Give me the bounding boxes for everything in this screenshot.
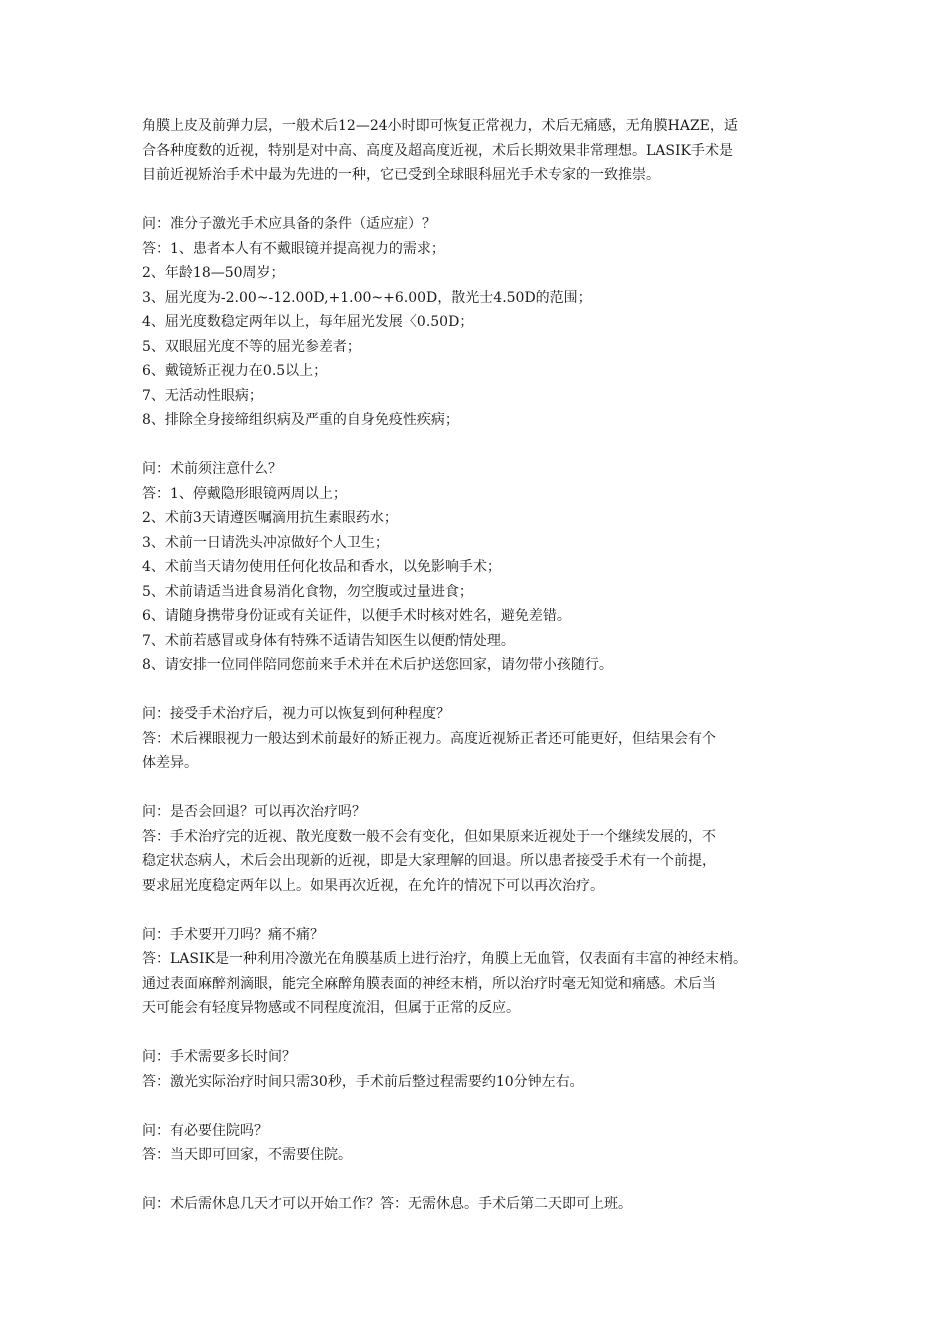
answer-line: 4、术前当天请勿使用任何化妆品和香水，以免影响手术； xyxy=(142,559,501,575)
question: 问：手术需要多长时间？ xyxy=(142,1049,296,1065)
qa-rest-days: 问：术后需休息几天才可以开始工作？答：无需休息。手术后第二天即可上班。 xyxy=(142,1196,632,1212)
answer-line: 要求屈光度稳定两年以上。如果再次近视，在允许的情况下可以再次治疗。 xyxy=(142,877,604,894)
qa-indications xyxy=(142,212,822,433)
answer-line: 7、术前若感冒或身体有特殊不适请告知医生以便酌情处理。 xyxy=(142,632,515,649)
intro-paragraph xyxy=(142,114,822,188)
qa-preop-notes xyxy=(142,457,822,678)
qa-pain xyxy=(142,923,822,1021)
answer-line: 答：1、停戴隐形眼镜两周以上； xyxy=(142,485,347,502)
qa-vision-recovery xyxy=(142,702,822,776)
answer-line: 稳定状态病人，术后会出现新的近视，即是大家理解的回退。所以患者接受手术有一个前提， xyxy=(142,853,716,869)
answer-line: 答：术后裸眼视力一般达到术前最好的矫正视力。高度近视矫正者还可能更好，但结果会有个 xyxy=(142,730,716,747)
intro-line: 目前近视矫治手术中最为先进的一种，它已受到全球眼科屈光手术专家的一致推崇。 xyxy=(142,167,660,183)
answer-line: 答：1、患者本人有不戴眼镜并提高视力的需求； xyxy=(142,240,445,257)
qa-regression xyxy=(142,800,822,898)
answer-line: 天可能会有轻度异物感或不同程度流泪，但属于正常的反应。 xyxy=(142,1000,520,1016)
answer-line: 答：激光实际治疗时间只需30秒，手术前后整过程需要约10分钟左右。 xyxy=(142,1073,584,1090)
answer-line: 7、无活动性眼病； xyxy=(142,387,263,404)
question: 问：是否会回退？可以再次治疗吗？ xyxy=(142,804,366,820)
question: 问：准分子激光手术应具备的条件（适应症）？ xyxy=(142,216,436,232)
answer-line: 8、请安排一位同伴陪同您前来手术并在术后护送您回家，请勿带小孩随行。 xyxy=(142,657,613,673)
answer-line: 5、术前请适当进食易消化食物，勿空腹或过量进食； xyxy=(142,583,473,600)
question: 问：接受手术治疗后，视力可以恢复到何种程度？ xyxy=(142,706,450,722)
answer-line: 3、屈光度为-2.00~-12.00D,+1.00~+6.00D，散光士4.50D的范围； xyxy=(142,289,592,306)
question: 问：手术要开刀吗？痛不痛？ xyxy=(142,926,324,943)
answer-line: 2、年龄18—50周岁； xyxy=(142,265,285,281)
document-body xyxy=(142,114,822,1217)
answer-line: 答：LASIK是一种利用冷激光在角膜基质上进行治疗，角膜上无血管，仅表面有丰富的神经末梢。 xyxy=(142,951,747,967)
qa-hospitalization xyxy=(142,1119,822,1168)
answer-line: 2、术前3天请遵医嘱滴用抗生素眼药水； xyxy=(142,510,398,526)
answer-line: 体差异。 xyxy=(142,755,198,771)
answer-line: 4、屈光度数稳定两年以上，每年屈光发展〈0.50D； xyxy=(142,314,474,330)
answer-line: 3、术前一日请洗头冲凉做好个人卫生； xyxy=(142,534,389,551)
intro-line: 合各种度数的近视，特别是对中高、高度及超高度近视，术后长期效果非常理想。LASIK手术是 xyxy=(142,142,733,159)
answer-line: 6、戴镜矫正视力在0.5以上； xyxy=(142,363,328,379)
question: 问：术前须注意什么？ xyxy=(142,461,282,477)
answer-line: 6、请随身携带身份证或有关证件，以便手术时核对姓名，避免差错。 xyxy=(142,608,571,624)
answer-line: 8、排除全身接缔组织病及严重的自身免疫性疾病； xyxy=(142,412,459,428)
answer-line: 通过表面麻醉剂滴眼，能完全麻醉角膜表面的神经末梢，所以治疗时毫无知觉和痛感。术后当 xyxy=(142,975,716,992)
intro-line: 角膜上皮及前弹力层，一般术后12—24小时即可恢复正常视力，术后无痛感，无角膜HAZE，适 xyxy=(142,118,738,134)
answer-line: 答：手术治疗完的近视、散光度数一般不会有变化，但如果原来近视处于一个继续发展的，不 xyxy=(142,828,716,845)
answer-line: 答：当天即可回家，不需要住院。 xyxy=(142,1147,352,1163)
qa-duration xyxy=(142,1045,822,1094)
answer-line: 5、双眼屈光度不等的屈光参差者； xyxy=(142,338,361,355)
question: 问：有必要住院吗？ xyxy=(142,1122,268,1139)
